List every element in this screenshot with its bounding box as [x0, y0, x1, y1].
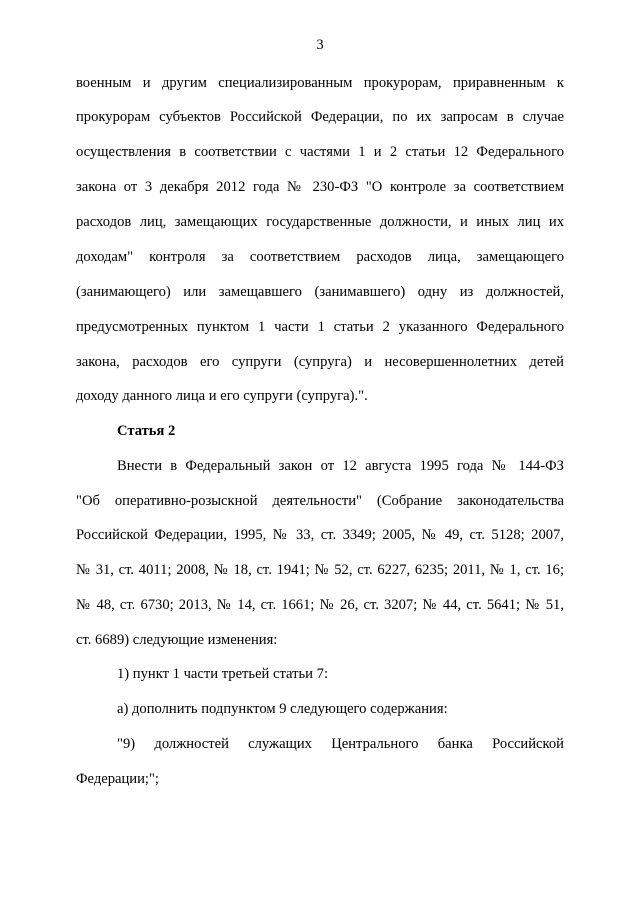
text-line: "Об оперативно-розыскной деятельности" (Собрание законодательства — [76, 493, 564, 509]
text-line: предусмотренных пунктом 1 части 1 статьи 2 указанного Федерального — [76, 319, 564, 335]
text-line: Российской Федерации, 1995, № 33, ст. 3349; 2005, № 49, ст. 5128; 2007, — [76, 527, 564, 543]
text-line: прокурорам субъектов Российской Федерации, по их запросам в случае — [76, 109, 564, 125]
text-line: доходам" контроля за соответствием расходов лица, замещающего — [76, 249, 564, 265]
text-line: доходу данного лица и его супруги (супруга).". — [76, 388, 368, 404]
text-line: Федерации;"; — [76, 771, 159, 787]
text-line: осуществления в соответствии с частями 1 и 2 статьи 12 Федерального — [76, 144, 564, 160]
article-heading: Статья 2 — [117, 423, 176, 439]
text-line: (занимающего) или замещавшего (занимавшего) одну из должностей, — [76, 284, 564, 300]
text-line: ст. 6689) следующие изменения: — [76, 632, 278, 648]
text-line: закона, расходов его супруги (супруга) и несовершеннолетних детей — [76, 354, 564, 370]
text-line: 1) пункт 1 части третьей статьи 7: — [117, 666, 328, 682]
text-line: № 48, ст. 6730; 2013, № 14, ст. 1661; № 26, ст. 3207; № 44, ст. 5641; № 51, — [76, 597, 564, 613]
text-line: закона от 3 декабря 2012 года № 230-ФЗ "О контроле за соответствием — [76, 179, 564, 195]
text-line: Внести в Федеральный закон от 12 августа 1995 года № 144-ФЗ — [117, 458, 564, 474]
page-number: 3 — [316, 37, 324, 53]
text-line: № 31, ст. 4011; 2008, № 18, ст. 1941; № 52, ст. 6227, 6235; 2011, № 1, ст. 16; — [76, 562, 564, 578]
text-line: военным и другим специализированным прокурорам, приравненным к — [76, 75, 564, 91]
text-line: "9) должностей служащих Центрального банка Российской — [117, 736, 564, 752]
text-line: расходов лиц, замещающих государственные должности, и иных лиц их — [76, 214, 564, 230]
text-line: а) дополнить подпунктом 9 следующего содержания: — [117, 701, 448, 717]
